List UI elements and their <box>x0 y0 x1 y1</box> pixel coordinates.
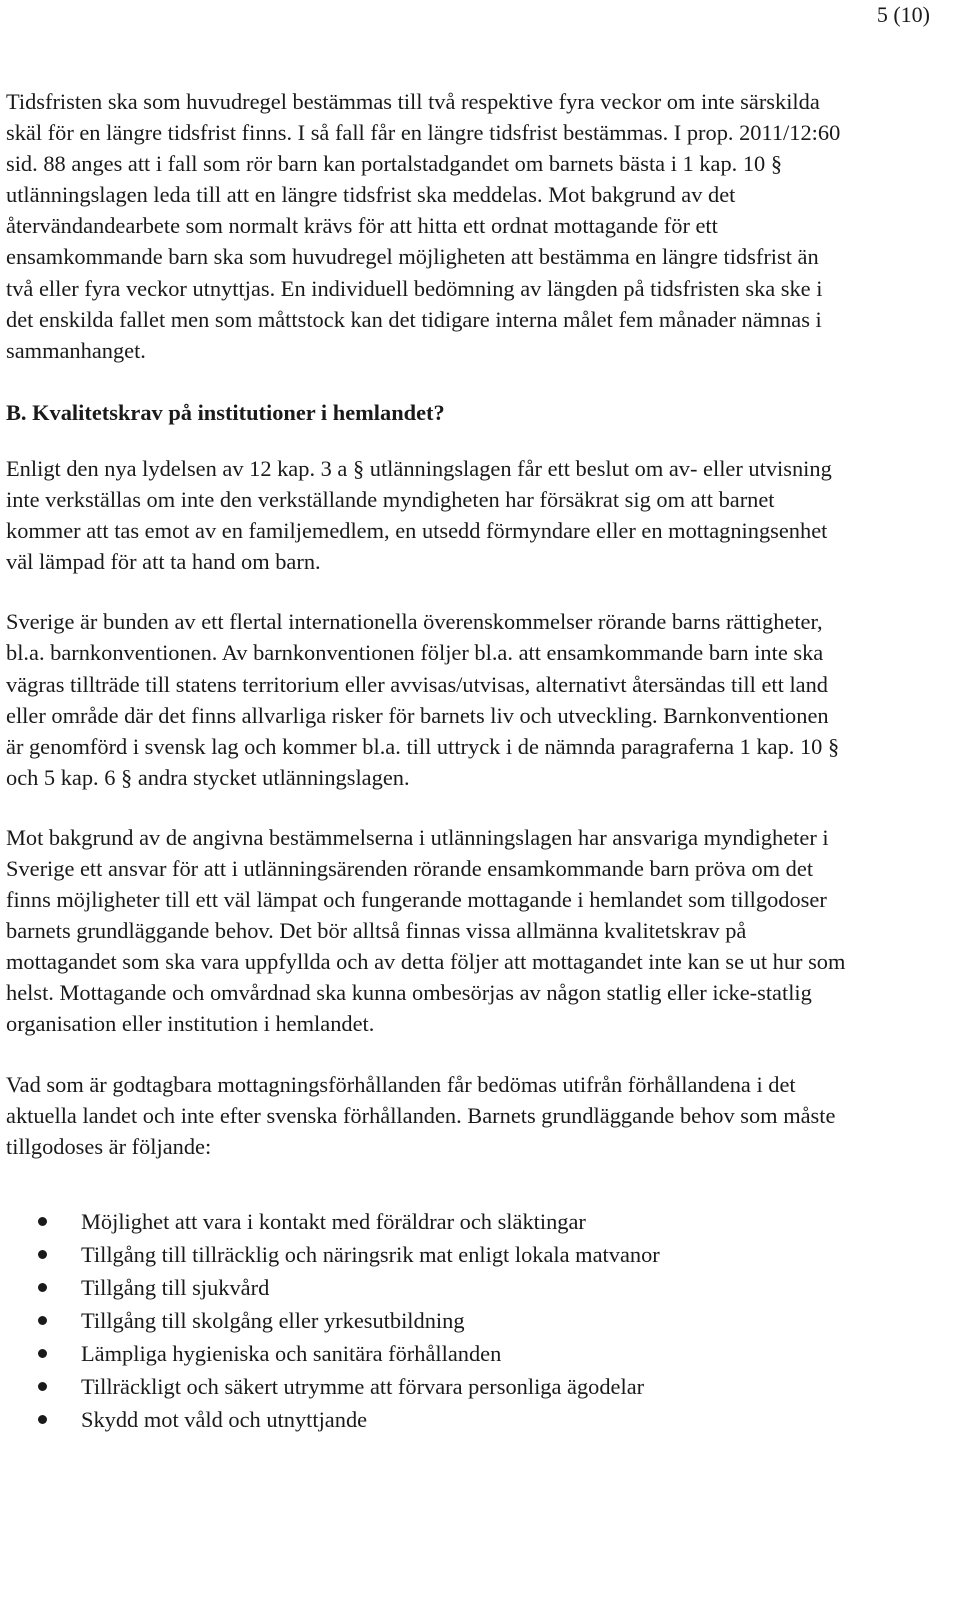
document-body <box>6 86 846 1436</box>
list-item-text: Tillgång till skolgång eller yrkesutbildning <box>81 1307 465 1333</box>
page-number: 5 (10) <box>876 2 930 27</box>
paragraph-mottagningsforhallanden: Vad som är godtagbara mottagningsförhållanden får bedömas utifrån förhållandena i det aktuella landet och inte efter svenska förhållanden. Barnets grundläggande behov som måste tillgodoses är följande: <box>6 1071 836 1159</box>
list-item-text: Tillräckligt och säkert utrymme att förvara personliga ägodelar <box>81 1373 645 1399</box>
bullet-dot-icon <box>38 1349 47 1358</box>
paragraph-tidsfrist: Tidsfristen ska som huvudregel bestämmas till två respektive fyra veckor om inte särskilda skäl för en längre tidsfrist finns. I så fall får en längre tidsfrist bestämmas. I prop. 2011/12:60 sid. 88 anges att i fall som rör barn kan portalstadgandet om barnets bästa i 1 kap. 10 § utlänningslagen leda till att en längre tidsfrist ska meddelas. Mot bakgrund av det återvändandearbete som normalt krävs för att hitta ett ordnat mottagande för ett ensamkommande barn ska som huvudregel möjligheten att bestämma en längre tidsfrist än två eller fyra veckor utnyttjas. En individuell bedömning av längden på tidsfristen ska ske i det enskilda fallet men som måttstock kan det tidigare interna målet fem månader nämnas i sammanhanget. <box>6 89 841 363</box>
bullet-dot-icon <box>38 1217 47 1226</box>
bullet-dot-icon <box>38 1415 47 1424</box>
bullet-dot-icon <box>38 1283 47 1292</box>
list-item-text: Tillgång till sjukvård <box>81 1274 270 1300</box>
section-heading-b: B. Kvalitetskrav på institutioner i hemlandet? <box>6 399 445 425</box>
list-item <box>6 1337 846 1370</box>
list-item <box>6 1304 846 1337</box>
list-item-text: Lämpliga hygieniska och sanitära förhållanden <box>81 1340 502 1366</box>
list-item <box>6 1205 846 1238</box>
list-item-text: Möjlighet att vara i kontakt med föräldrar och släktingar <box>81 1208 586 1234</box>
list-item-text: Tillgång till tillräcklig och näringsrik mat enligt lokala matvanor <box>81 1241 660 1267</box>
list-item <box>6 1271 846 1304</box>
list-item-text: Skydd mot våld och utnyttjande <box>81 1406 368 1432</box>
list-item <box>6 1403 846 1436</box>
list-item <box>6 1238 846 1271</box>
bullet-dot-icon <box>38 1250 47 1259</box>
bullet-dot-icon <box>38 1382 47 1391</box>
list-item <box>6 1370 846 1403</box>
paragraph-verkstallighet: Enligt den nya lydelsen av 12 kap. 3 a § utlänningslagen får ett beslut om av- eller utvisning inte verkställas om inte den verkställande myndigheten har försäkrat sig om att barnet kommer att tas emot av en familjemedlem, en utsedd förmyndare eller en mottagningsenhet väl lämpad för att ta hand om barn. <box>6 455 832 575</box>
paragraph-barnkonventionen: Sverige är bunden av ett flertal internationella överenskommelser rörande barns rättigheter, bl.a. barnkonventionen. Av barnkonventionen följer bl.a. att ensamkommande barn inte ska vägras tillträde till statens territorium eller avvisas/utvisas, alternativt återsändas till ett land eller område där det finns allvarliga risker för barnets liv och utveckling. Barnkonventionen är genomförd i svensk lag och kommer bl.a. till uttryck i de nämnda paragraferna 1 kap. 10 § och 5 kap. 6 § andra stycket utlänningslagen. <box>6 609 840 790</box>
paragraph-ansvar: Mot bakgrund av de angivna bestämmelserna i utlänningslagen har ansvariga myndigheter i Sverige ett ansvar för att i utlänningsärenden rörande ensamkommande barn pröva om det finns möjligheter till ett väl lämpat och fungerande mottagande i hemlandet som tillgodoser barnets grundläggande behov. Det bör alltså finnas vissa allmänna kvalitetskrav på mottagandet som ska vara uppfyllda och av detta följer att mottagandet inte kan se ut hur som helst. Mottagande och omvårdnad ska kunna ombesörjas av någon statlig eller icke-statlig organisation eller institution i hemlandet. <box>6 824 846 1037</box>
bullet-dot-icon <box>38 1316 47 1325</box>
needs-list <box>6 1205 846 1436</box>
